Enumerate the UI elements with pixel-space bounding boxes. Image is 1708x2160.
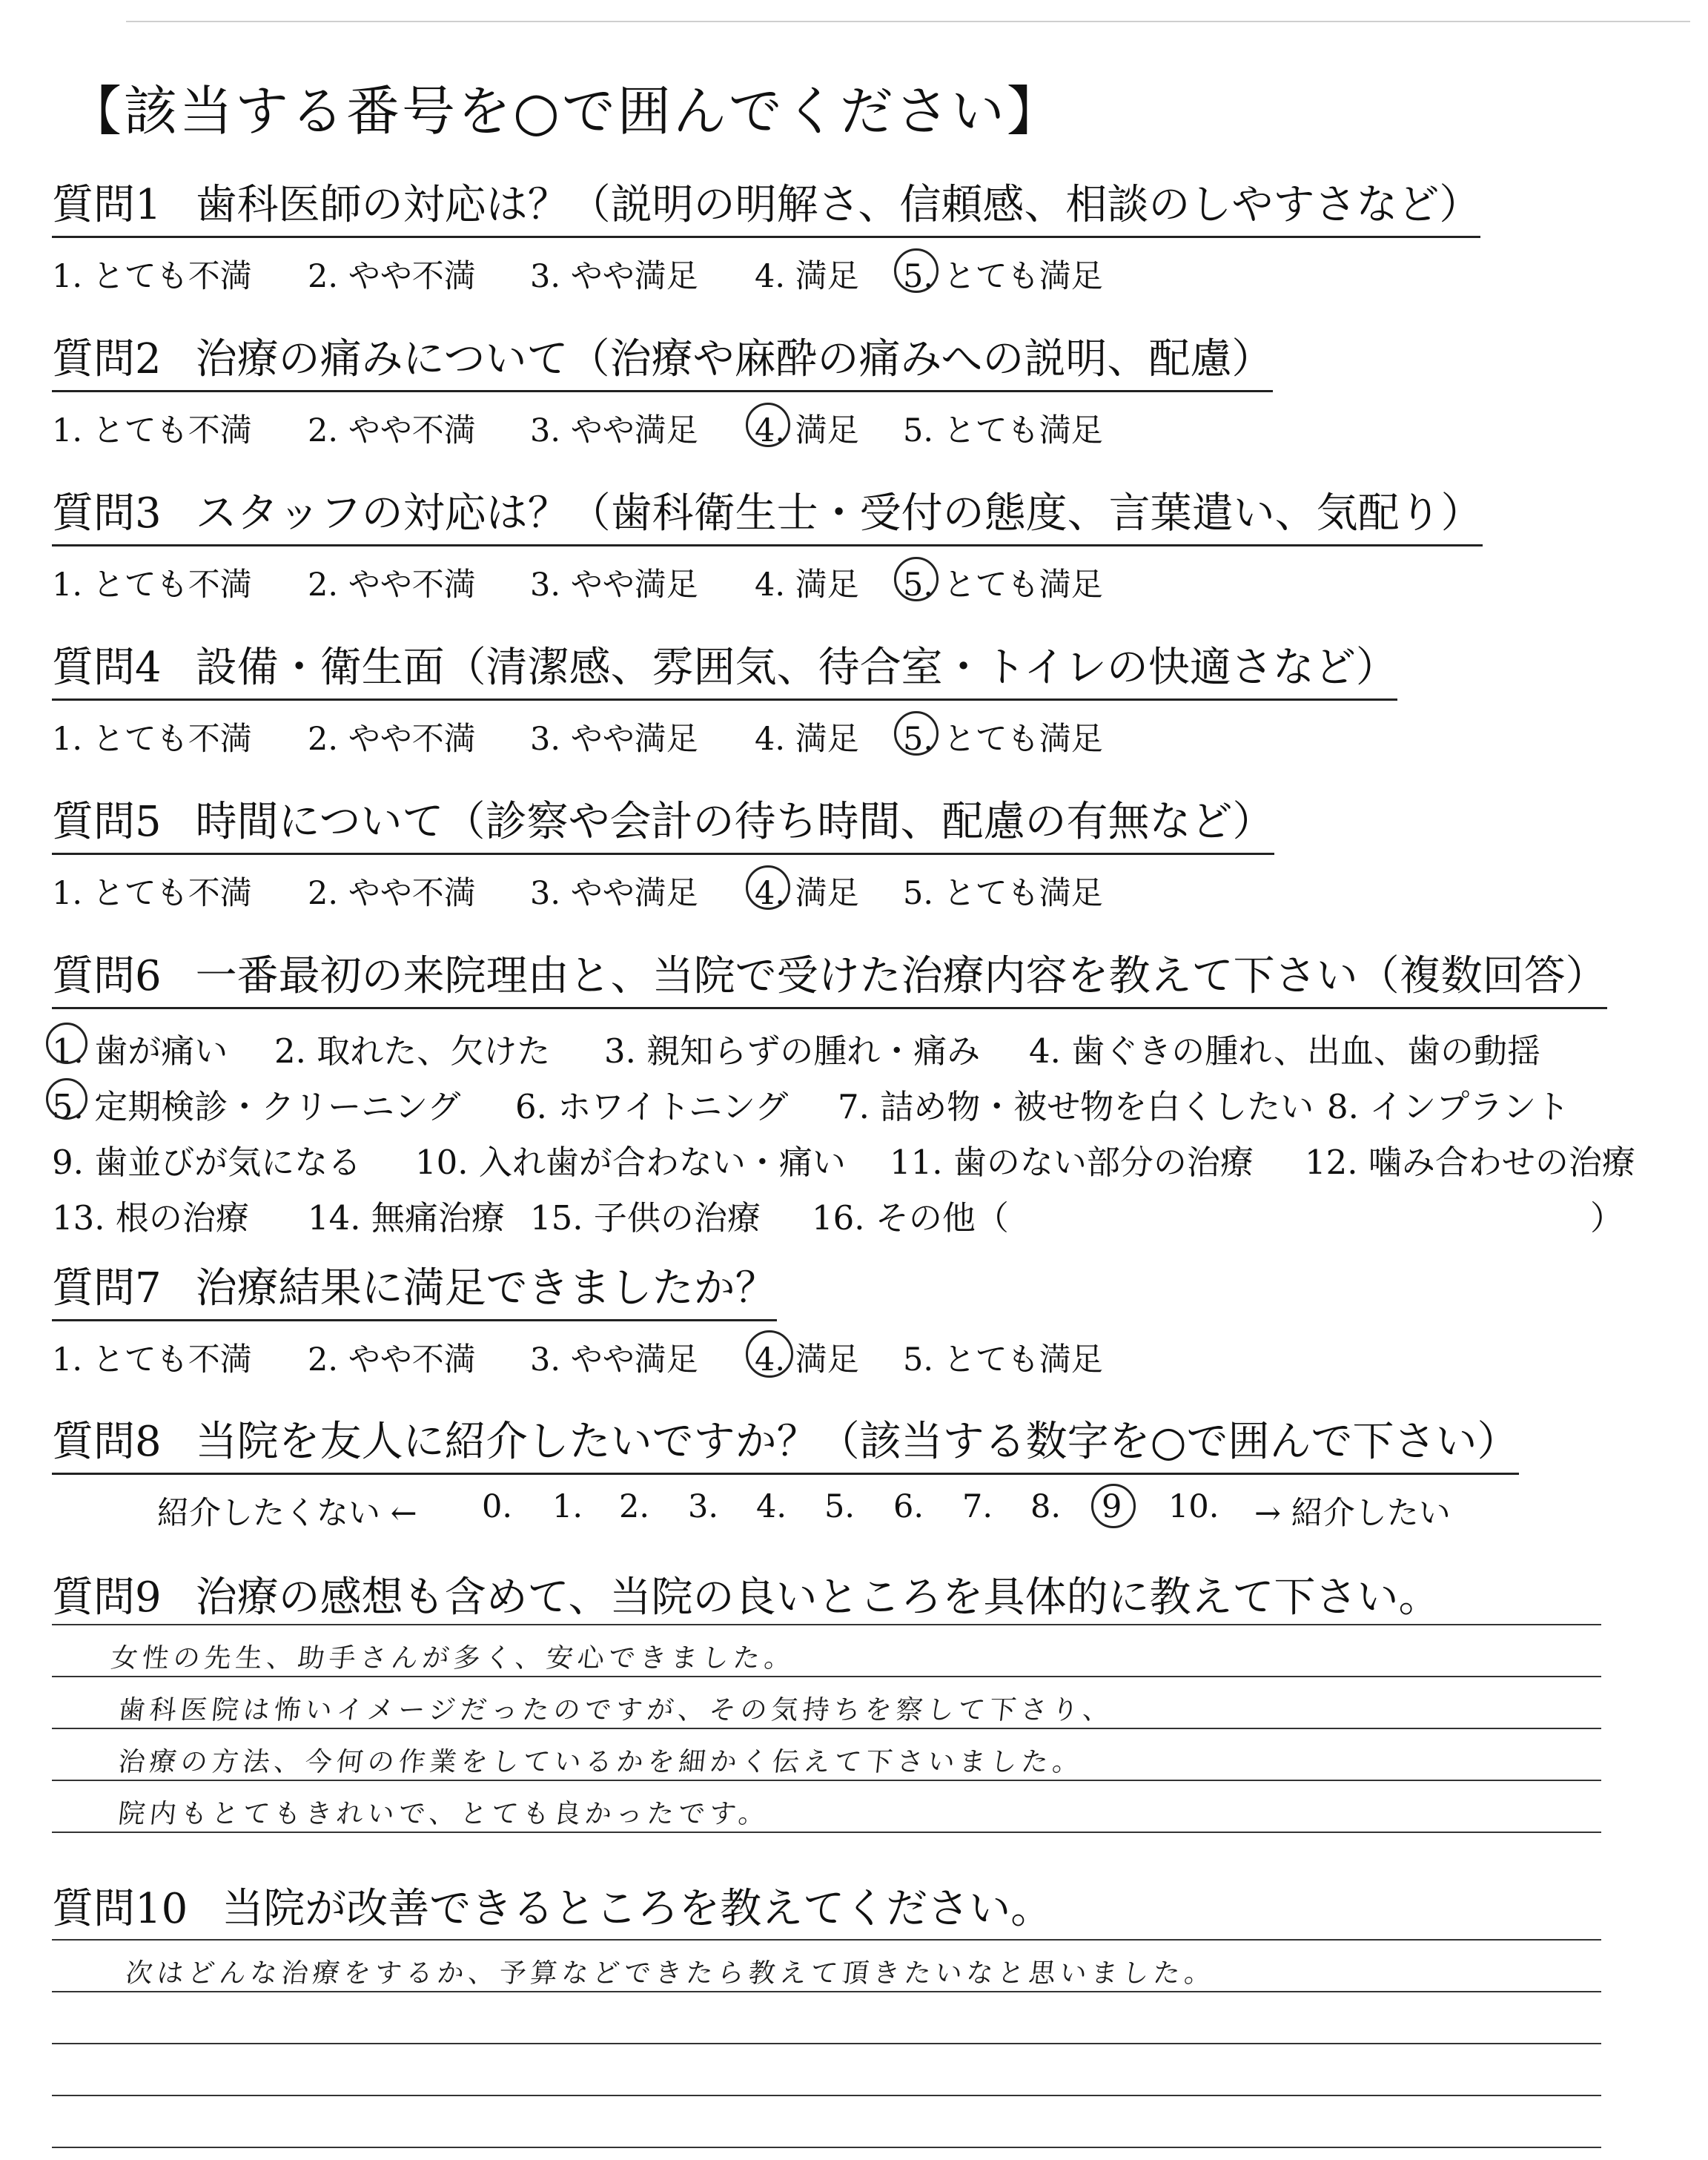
selection-circle [894, 557, 939, 601]
score-3[interactable]: 3. [688, 1488, 719, 1525]
option-11[interactable]: 11. 歯のない部分の治療 [890, 1143, 1254, 1182]
score-2[interactable]: 2. [619, 1488, 650, 1525]
score-5[interactable]: 5. [824, 1488, 855, 1525]
handwritten-answer-line: 女性の先生、助手さんが多く、安心できました。 [109, 1643, 798, 1674]
question-number: 質問1 [52, 181, 162, 229]
question-6-heading [52, 943, 1607, 1009]
option-3[interactable]: 3. やや満足 [530, 258, 698, 295]
question-number: 質問10 [52, 1885, 188, 1933]
option-3[interactable]: 3. やや満足 [530, 412, 698, 449]
option-15[interactable]: 15. 子供の治療 [530, 1198, 761, 1238]
question-8-heading [52, 1409, 1519, 1475]
question-text: 歯科医師の対応は？（説明の明解さ、信頼感、相談のしやすさなど） [195, 181, 1481, 229]
option-6[interactable]: 6. ホワイトニング [515, 1087, 789, 1126]
question-7 [52, 1255, 1103, 1379]
option-1[interactable]: 1. とても不満 [52, 567, 252, 604]
left-label: 紹介したくない ← [157, 1495, 417, 1532]
answer-line [52, 1991, 1601, 1992]
question-text: 当院が改善できるところを教えてください。 [222, 1885, 1053, 1933]
answer-line [52, 1728, 1601, 1729]
answer-line [52, 1780, 1601, 1781]
option-12[interactable]: 12. 噛み合わせの治療 [1305, 1143, 1635, 1182]
question-number: 質問8 [52, 1418, 162, 1466]
question-number: 質問6 [52, 952, 162, 1000]
option-2[interactable]: 2. やや不満 [308, 567, 476, 604]
score-7[interactable]: 7. [962, 1488, 993, 1525]
option-5[interactable]: 5. 定期検診・クリーニング [52, 1087, 461, 1126]
selection-circle [894, 248, 939, 293]
option-3[interactable]: 3. 親知らずの腫れ・痛み [604, 1031, 981, 1071]
question-text: 時間について（診察や会計の待ち時間、配慮の有無など） [195, 798, 1274, 846]
option-3[interactable]: 3. やや満足 [530, 875, 698, 912]
option-2[interactable]: 2. 取れた、欠けた [274, 1031, 551, 1071]
option-5[interactable]: 5. とても満足 [903, 721, 1103, 758]
selection-circle [894, 711, 939, 756]
question-8 [52, 1409, 1519, 1533]
score-9[interactable]: 9 [1102, 1488, 1122, 1525]
option-13[interactable]: 13. 根の治療 [52, 1198, 249, 1238]
option-3[interactable]: 3. やや満足 [530, 721, 698, 758]
answer-line [52, 2043, 1601, 2044]
option-5[interactable]: 5. とても満足 [903, 412, 1103, 449]
rating-scale [52, 560, 1483, 604]
selection-circle [1091, 1484, 1136, 1528]
question-text: 一番最初の来院理由と、当院で受けた治療内容を教えて下さい（複数回答） [195, 952, 1607, 1000]
instruction-heading: 【該当する番号を○で囲んでください】 [68, 80, 1062, 142]
question-number: 質問5 [52, 798, 162, 846]
rating-scale [52, 714, 1397, 759]
handwritten-answer-line: 歯科医院は怖いイメージだったのですが、その気持ちを察して下さり、 [116, 1695, 1116, 1725]
answer-line [52, 1832, 1601, 1833]
handwritten-answer-line: 治療の方法、今何の作業をしているかを細かく伝えて下さいました。 [116, 1747, 1085, 1777]
option-4[interactable]: 4. 満足 [755, 721, 859, 758]
question-4-heading [52, 635, 1397, 701]
option-2[interactable]: 2. やや不満 [308, 412, 476, 449]
question-text: 当院を友人に紹介したいですか？（該当する数字を○で囲んで下さい） [195, 1418, 1519, 1466]
option-9[interactable]: 9. 歯並びが気になる [52, 1143, 362, 1182]
question-1-heading [52, 172, 1480, 238]
question-number: 質問3 [52, 489, 162, 538]
option-4[interactable]: 4. 満足 [755, 258, 859, 295]
rating-scale [52, 1335, 1103, 1379]
answer-line [52, 2147, 1601, 2148]
option-4[interactable]: 4. 満足 [755, 567, 859, 604]
answer-line [52, 1676, 1601, 1677]
right-label: → 紹介したい [1254, 1495, 1451, 1532]
option-8[interactable]: 8. インプラント [1327, 1087, 1570, 1126]
question-4 [52, 635, 1397, 759]
score-8[interactable]: 8. [1030, 1488, 1062, 1525]
question-3-heading [52, 480, 1483, 546]
rating-scale [52, 251, 1480, 296]
question-10-heading [52, 1876, 1052, 1940]
question-5-heading [52, 789, 1274, 855]
selection-circle [46, 1078, 87, 1120]
answer-line [52, 2095, 1601, 2096]
question-text: 治療の感想も含めて、当院の良いところを具体的に教えて下さい。 [195, 1573, 1440, 1622]
option-2[interactable]: 2. やや不満 [308, 721, 476, 758]
question-number: 質問2 [52, 335, 162, 383]
option-4[interactable]: 4. 満足 [755, 412, 859, 449]
reason-options [52, 1024, 1635, 1246]
option-5[interactable]: 5. とても満足 [903, 258, 1103, 295]
option-16[interactable]: 16. その他（ [812, 1198, 1009, 1238]
handwritten-answer-line: 次はどんな治療をするか、予算などできたら教えて頂きたいなと思いました。 [124, 1958, 1217, 1989]
option-1[interactable]: 1. 歯が痛い [52, 1031, 228, 1071]
option-3[interactable]: 3. やや満足 [530, 1341, 698, 1378]
option-2[interactable]: 2. やや不満 [308, 875, 476, 912]
question-text: 治療の痛みについて（治療や麻酔の痛みへの説明、配慮） [195, 335, 1274, 383]
score-4[interactable]: 4. [756, 1488, 787, 1525]
option-4[interactable]: 4. 歯ぐきの腫れ、出血、歯の動揺 [1029, 1031, 1540, 1071]
scan-edge-line [126, 21, 1690, 22]
option-3[interactable]: 3. やや満足 [530, 567, 698, 604]
question-2 [52, 326, 1273, 450]
question-text: 治療結果に満足できましたか？ [195, 1264, 777, 1312]
answer-line [52, 1939, 1601, 1941]
question-3 [52, 480, 1483, 604]
handwritten-answer-line: 院内もとてもきれいで、とても良かったです。 [116, 1799, 772, 1829]
question-number: 質問9 [52, 1573, 162, 1622]
score-10[interactable]: 10. [1168, 1488, 1219, 1525]
option-2[interactable]: 2. やや不満 [308, 1341, 476, 1378]
option-4[interactable]: 4. 満足 [755, 1341, 859, 1378]
selection-circle [746, 1330, 793, 1378]
option-10[interactable]: 10. 入れ歯が合わない・痛い [415, 1143, 846, 1182]
question-7-heading [52, 1255, 777, 1321]
question-10 [52, 1876, 1052, 1940]
option-1[interactable]: 1. とても不満 [52, 258, 252, 295]
question-6 [52, 943, 1635, 1246]
other-close-paren: ） [1590, 1198, 1624, 1238]
score-0[interactable]: 0. [482, 1488, 513, 1525]
option-1[interactable]: 1. とても不満 [52, 721, 252, 758]
option-1[interactable]: 1. とても不満 [52, 875, 252, 912]
option-5[interactable]: 5. とても満足 [903, 1341, 1103, 1378]
question-text: 設備・衛生面（清潔感、雰囲気、待合室・トイレの快適さなど） [195, 644, 1397, 692]
answer-10-area[interactable] [52, 1932, 1601, 2154]
option-4[interactable]: 4. 満足 [755, 875, 859, 912]
selection-circle [46, 1023, 87, 1064]
question-1 [52, 172, 1480, 296]
selection-circle [746, 403, 790, 447]
answer-line [52, 1624, 1601, 1625]
option-1[interactable]: 1. とても不満 [52, 412, 252, 449]
option-14[interactable]: 14. 無痛治療 [308, 1198, 505, 1238]
recommend-scale [52, 1488, 1519, 1533]
question-number: 質問7 [52, 1264, 162, 1312]
option-1[interactable]: 1. とても不満 [52, 1341, 252, 1378]
question-2-heading [52, 326, 1273, 392]
rating-scale [52, 406, 1273, 450]
answer-9-area[interactable] [52, 1616, 1601, 1839]
question-5 [52, 789, 1274, 913]
rating-scale [52, 868, 1274, 913]
score-1[interactable]: 1. [552, 1488, 583, 1525]
selection-circle [746, 865, 790, 910]
option-7[interactable]: 7. 詰め物・被せ物を白くしたい [838, 1087, 1314, 1126]
question-number: 質問4 [52, 644, 162, 692]
score-6[interactable]: 6. [893, 1488, 924, 1525]
option-5[interactable]: 5. とても満足 [903, 875, 1103, 912]
question-text: スタッフの対応は？（歯科衛生士・受付の態度、言葉遣い、気配り） [195, 489, 1483, 538]
option-2[interactable]: 2. やや不満 [308, 258, 476, 295]
option-5[interactable]: 5. とても満足 [903, 567, 1103, 604]
